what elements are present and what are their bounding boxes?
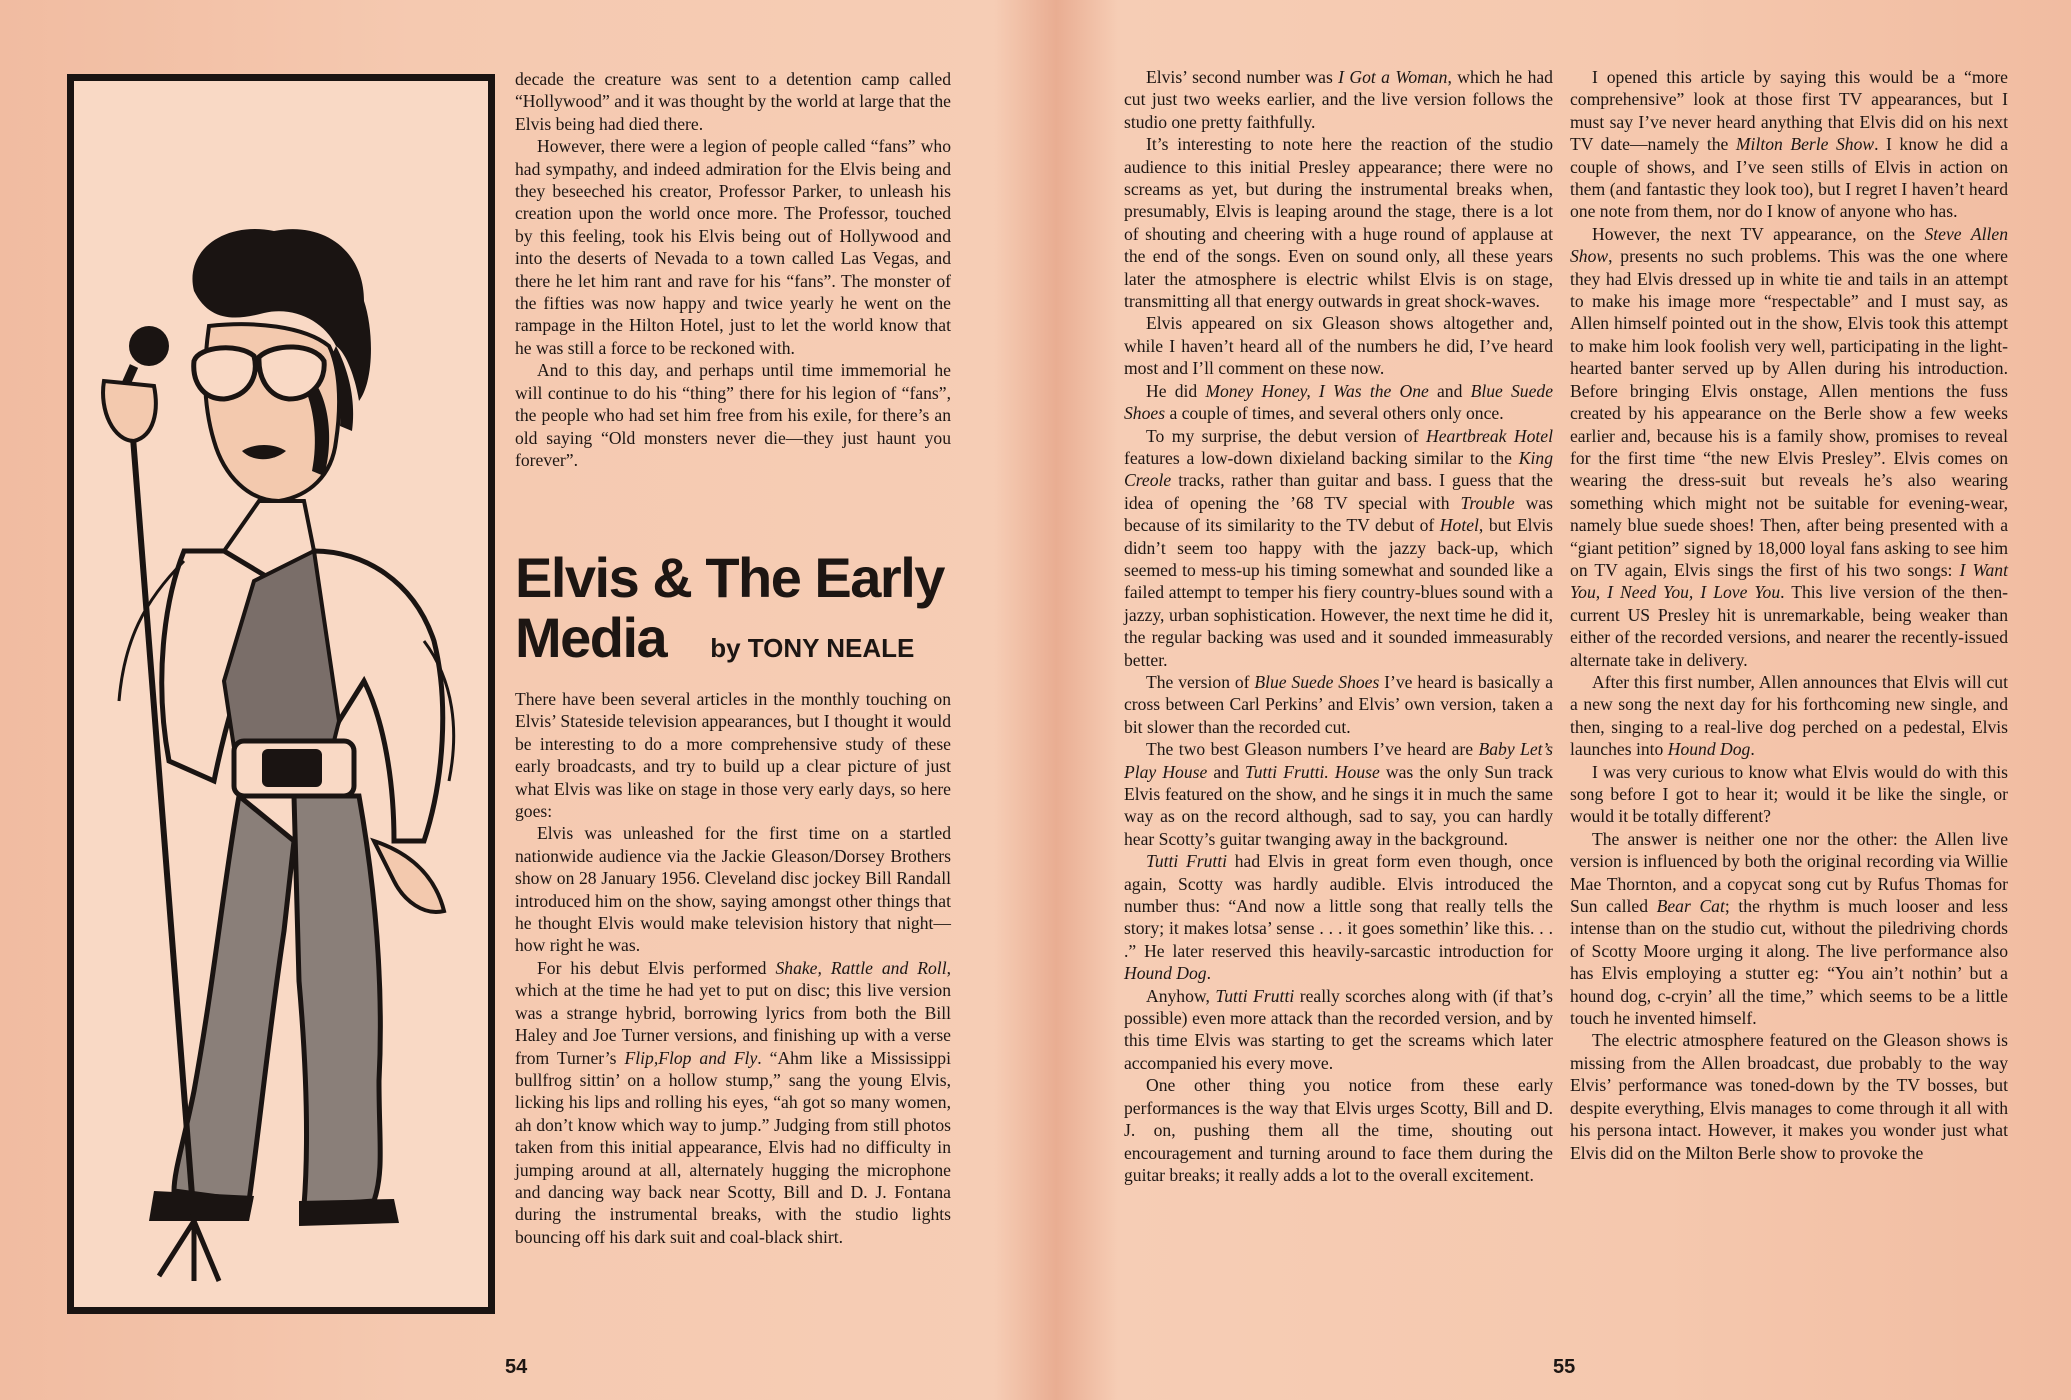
intro-paragraph: However, there were a legion of people called “fans” who had sympathy, and indeed admiration for the Elvis being and they beseeched his creator, Professor Parker, to unleash his creation upon the world once more. The Professor, touched by this feeling, took his Elvis being out of Hollywood and into the deserts of Nevada to a town called Las Vegas, and there he let him rant and rave for his “fans”. The monster of the fifties was now happy and twice yearly he went on the rampage in the Hilton Hotel, just to let the world know that he was still a force to be reckoned with. [515,136,951,358]
article-paragraph: Tutti Frutti had Elvis in great form even though, once again, Scotty was hardly audible. Elvis introduced the number thus: “And now a little song that really tells the story; it makes lotsa’ sense . . . it goes somethin’ like this. . . .” He later reserved this heavily-sarcastic introduction for Hound Dog. [1124,851,1554,984]
article-paragraph: One other thing you notice from these early performances is the way that Elvis urges Scotty, Bill and D. J. on, pushing them all the time, shouting out encouragement and turning around to face them during the guitar breaks; it really adds a lot to the overall excitement. [1124,1075,1553,1185]
article-paragraph: Elvis was unleashed for the first time on a startled nationwide audience via the Jackie Gleason/Dorsey Brothers show on 28 January 1956. Cleveland disc jockey Bill Randall introduced him on the show, saying amongst other things that he thought Elvis would make television history that night—how right he was. [515,823,951,956]
article-paragraph: For his debut Elvis performed Shake, Rattle and Roll, which at the time he had yet to put on disc; this live version was a strange hybrid, borrowing lyrics from both the Bill Haley and Joe Turner versions, and finishing up with a verse from Turner’s Flip,Flop and Fly. “Ahm like a Mississippi bullfrog sittin’ on a hollow stump,” sang the young Elvis, licking his lips and rolling his eyes, “ah got so many women, ah don’t know which way to jump.” Judging from still photos taken from this initial appearance, Elvis had no difficulty in jumping around at all, alternately hugging the microphone and dancing way back near Scotty, Bill and D. J. Fontana during the instrumental breaks, with the studio lights bouncing off his dark suit and coal-black shirt. [515,957,951,1247]
article-paragraph: The electric atmosphere featured on the Gleason shows is missing from the Allen broadcast, due probably to the way Elvis’ performance was toned-down by the TV bosses, but despite everything, Elvis manages to come through it all with his persona intact. However, it makes you wonder just what Elvis did on the Milton Berle show to provoke the [1570,1030,2008,1163]
article-paragraph: I was very curious to know what Elvis would do with this song before I got to hear it; would it be like the single, or would it be totally different? [1570,761,2008,827]
page-number-left: 54 [505,1356,528,1378]
illustration-frame [67,74,495,1314]
intro-paragraph: decade the creature was sent to a detention camp called “Hollywood” and it was thought by the world at large that the Elvis being had died there. [515,69,951,134]
article-paragraph: Elvis appeared on six Gleason shows altogether and, while I haven’t heard all of the numbers he did, I’ve heard most and I’ll comment on these now. [1124,313,1553,379]
right-column-2 [1570,66,2008,1164]
intro-paragraph: And to this day, and perhaps until time immemorial he will continue to do his “thing” there for his legion of “fans”, the people who had set him free from his exile, for there’s an old saying “Old monsters never die—they just haunt you forever”. [515,360,951,470]
article-paragraph: To my surprise, the debut version of Heartbreak Hotel features a low-down dixieland backing similar to the King Creole tracks, rather than guitar and bass. I guess that the idea of opening the ’68 TV special with Trouble was because of its similarity to the TV debut of Hotel, but Elvis didn’t seem too happy with the jazzy back-up, which seemed to mess-up his timing somewhat and sounded like a failed attempt to temper his fiery country-blues sound with a jazzy, urban sophistication. However, the next time he did it, the regular backing was used and it sounded immeasurably better. [1124,425,1554,670]
article-paragraph: After this first number, Allen announces that Elvis will cut a new song the next day for his forthcoming new single, and then, singing to a real-live dog perched on a pedestal, Elvis launches into Hound Dog. [1570,671,2008,760]
article-paragraph: He did Money Honey, I Was the One and Blue Suede Shoes a couple of times, and several others only once. [1124,380,1554,424]
article-paragraph: I opened this article by saying this would be a “more comprehensive” look at those first TV appearances, but I must say I’ve never heard anything that Elvis did on his next TV date—namely the Milton Berle Show. I know he did a couple of shows, and I’ve seen stills of Elvis in action on them (and fantastic they look too), but I regret I haven’t heard one note from them, nor do I know of anyone who has. [1570,67,2009,222]
article-paragraph: The answer is neither one nor the other: the Allen live version is influenced by both the original recording via Willie Mae Thornton, and a copycat song cut by Rufus Thomas for Sun called Bear Cat; the rhythm is much looser and less intense than on the studio cut, without the piledriving chords of Scotty Moore urging it along. The live performance also has Elvis employing a stutter eg: “You ain’t nothin’ but a hound dog, c-cryin’ all the time,” which seems to be a little touch he invented himself. [1570,828,2009,1029]
article-title [515,548,955,668]
article-paragraph: The version of Blue Suede Shoes I’ve heard is basically a cross between Carl Perkins’ and Elvis’ own version, taken a bit slower than the recorded cut. [1124,671,1554,737]
article-paragraph: It’s interesting to note here the reaction of the studio audience to this initial Presley appearance; there were no screams as yet, but during the instrumental breaks when, presumably, Elvis is leaping around the stage, there is a lot of shouting and cheering with a huge round of applause at the end of the songs. Even on sound only, all these years later the atmosphere is electric whilst Elvis is on stage, transmitting all that energy outwards in great shock-waves. [1124,134,1553,312]
left-intro-column [515,68,951,471]
byline: by TONY NEALE [710,633,915,663]
left-article-column [515,688,951,1248]
article-paragraph: Elvis’ second number was I Got a Woman, which he had cut just two weeks earlier, and the live version follows the studio one pretty faithfully. [1124,67,1553,132]
article-paragraph: However, the next TV appearance, on the Steve Allen Show, presents no such problems. This was the one where they had Elvis dressed up in white tie and tails in an attempt to make his image more “respectable” and I must say, as Allen himself pointed out in the show, Elvis took this attempt to make him look foolish very well, participating in the light-hearted banter served up by Allen during his introduction. Before bringing Elvis onstage, Allen mentions the fuss created by his appearance on the Berle show a few weeks earlier and, because his is a family show, promises to reveal for the first time “the new Elvis Presley”. Elvis comes on wearing the dress-suit but reveals he’s also wearing something which might not be suitable for evening-wear, namely blue suede shoes! Then, after being presented with a “giant petition” signed by 18,000 loyal fans asking to see him on TV again, Elvis sings the first of his two songs: I Want You, I Need You, I Love You. This live version of the then-current US Presley hit is unremarkable, being weaker than either of the recorded versions, and nearer the recently-issued alternate take in delivery. [1570,223,2008,670]
article-paragraph: Anyhow, Tutti Frutti really scorches along with (if that’s possible) even more attack than the recorded version, and by this time Elvis was starting to get the screams which later accompanied his every move. [1124,985,1553,1073]
page-number-right: 55 [1553,1356,1576,1378]
right-column-1 [1124,66,1553,1186]
title-line-2: Media [515,606,667,669]
article-paragraph: The two best Gleason numbers I’ve heard are Baby Let’s Play House and Tutti Frutti. House was the only Sun track Elvis featured on the show, and he sings it in much the same way as on the record although, sad to say, you can hardly hear Scotty’s guitar twanging away in the background. [1124,739,1553,849]
article-paragraph: There have been several articles in the monthly touching on Elvis’ Stateside television appearances, but I thought it would be interesting to do a more comprehensive study of these early broadcasts, and try to build up a clear picture of just what Elvis was like on stage in those very early days, so here goes: [515,689,951,822]
title-line-1: Elvis & The Early [515,546,944,609]
elvis-caricature-illustration [74,81,488,1307]
